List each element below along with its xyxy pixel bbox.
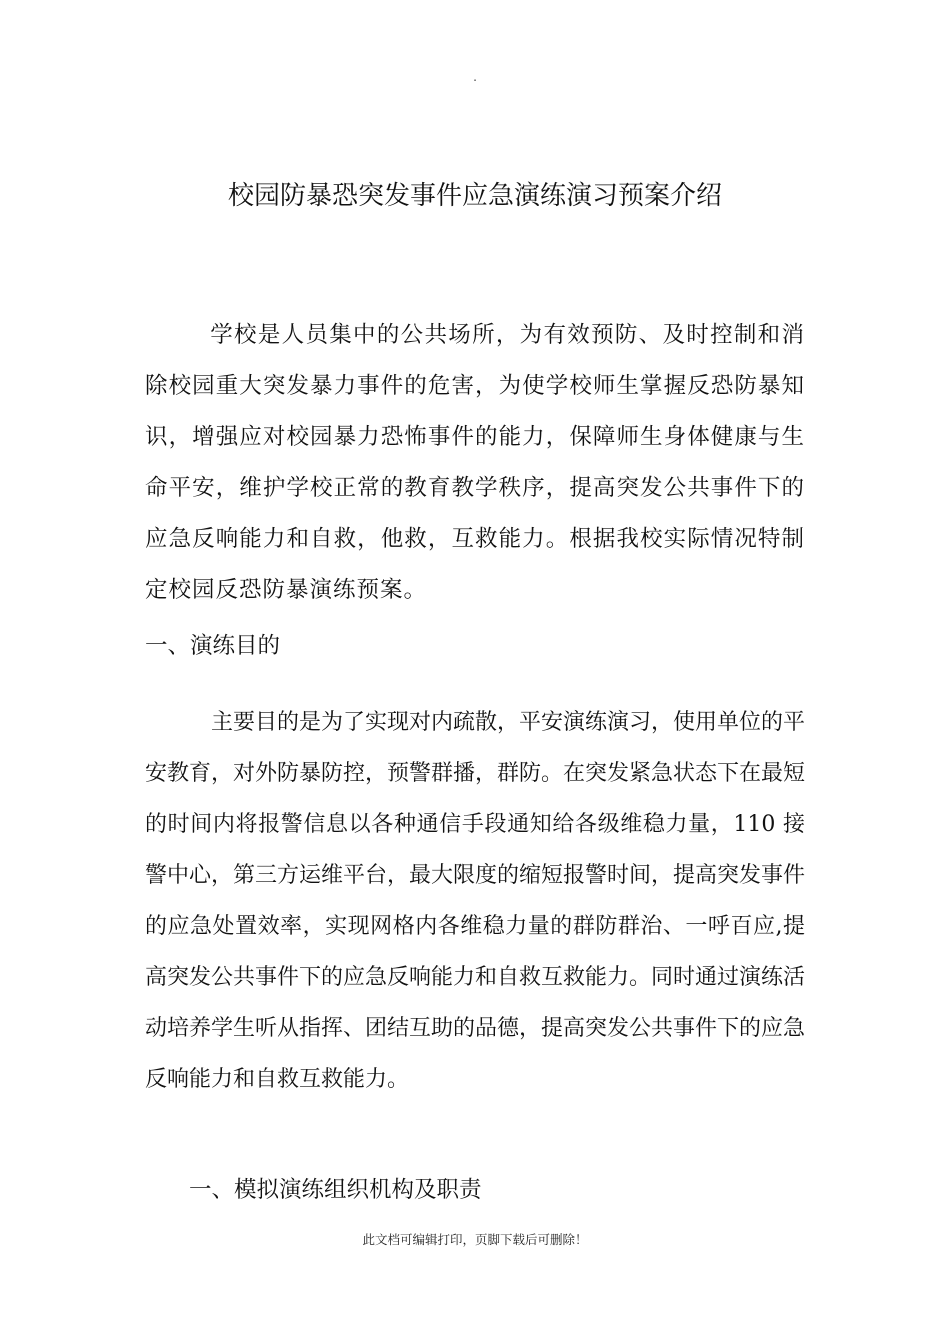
section-heading-drill-purpose: 一、演练目的 — [145, 633, 281, 659]
section-heading-organization: 一、模拟演练组织机构及职责 — [189, 1177, 482, 1203]
footer-note: 此文档可编辑打印，页脚下载后可删除！ — [362, 1232, 588, 1247]
intro-paragraph: 学校是人员集中的公共场所，为有效预防、及时控制和消除校园重大突发暴力事件的危害，为使学校师生掌握反恐防暴知识，增强应对校园暴力恐怖事件的能力，保障师生身体健康与生命平安，维护学校正常的教育教学秩序，提高突发公共事件下的应急反响能力和自救，他救，互救能力。根据我校实际情况特制定校园反恐防暴演练预案。 — [145, 322, 805, 603]
header-mark: . — [473, 70, 477, 84]
drill-purpose-paragraph: 主要目的是为了实现对内疏散，平安演练演习，使用单位的平安教育，对外防暴防控，预警群播，群防。在突发紧急状态下在最短的时间内将报警信息以各种通信手段通知给各级维稳力量，110 接警中心，第三方运维平台，最大限度的缩短报警时间，提高突发事件的应急处置效率，实现网格内各维稳力量的群防群治、一呼百应,提高突发公共事件下的应急反响能力和自救互救能力。同时通过演练活动培养学生听从指挥、团结互助的品德，提高突发公共事件下的应急反响能力和自救互救能力。 — [145, 710, 806, 1092]
document-title: 校园防暴恐突发事件应急演练演习预案介绍 — [227, 181, 722, 211]
